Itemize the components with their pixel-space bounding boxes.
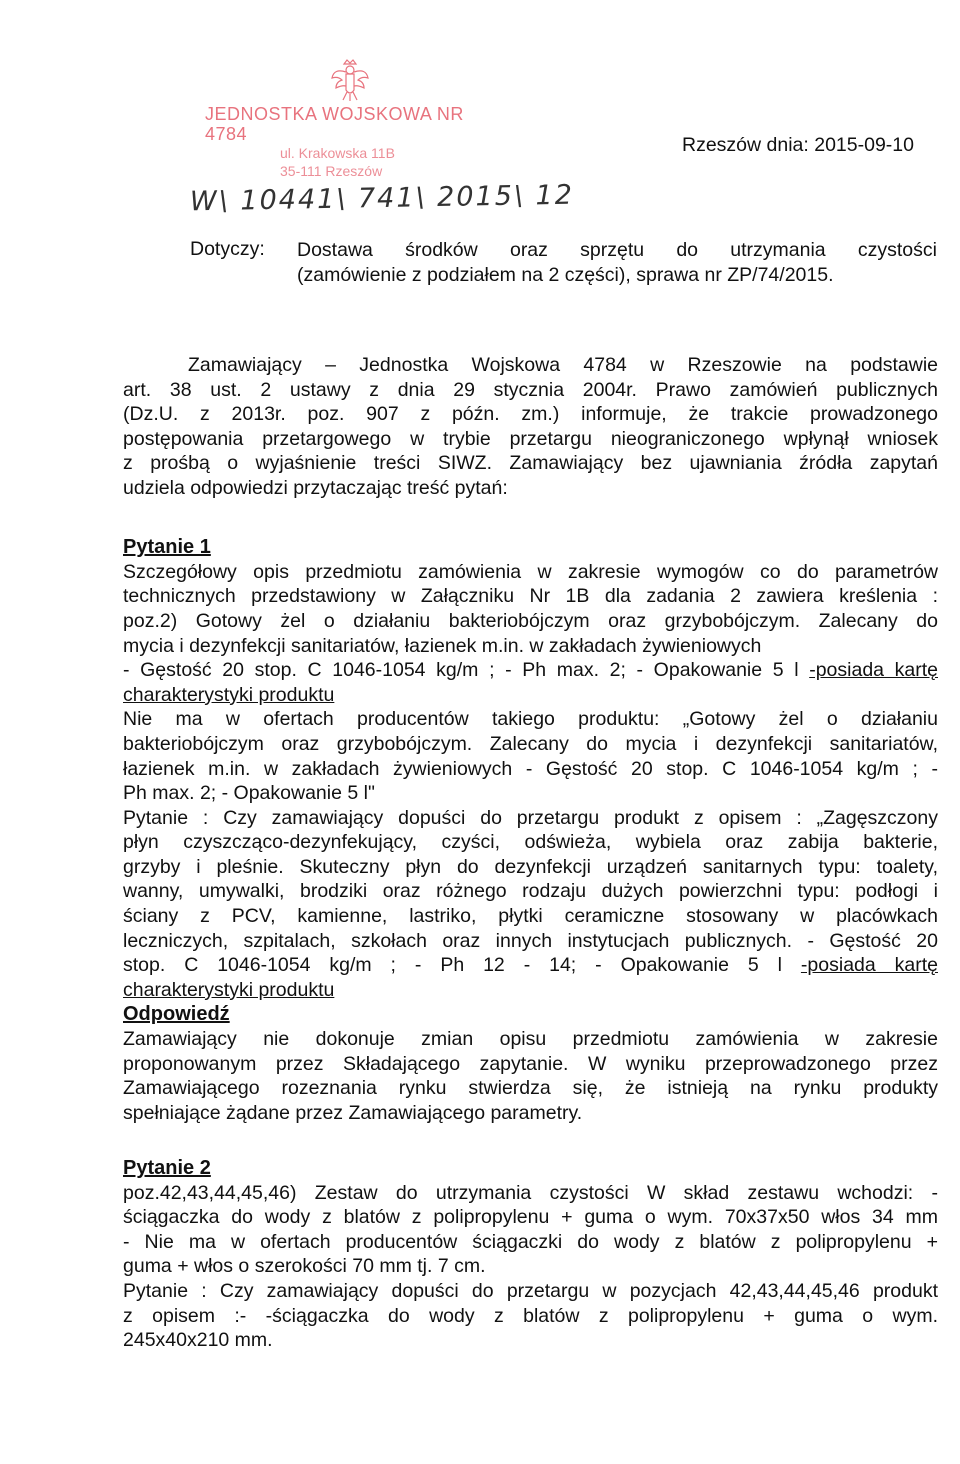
question-line: Ph max. 2; - Opakowanie 5 l" xyxy=(123,782,375,805)
document-body xyxy=(123,353,938,1353)
question-2-heading: Pytanie 2 xyxy=(123,1157,211,1179)
question-line: - Nie ma w ofertach producentów ściągaczki do wody z blatów z polipropylenu + xyxy=(123,1230,938,1253)
question-line: leczniczych, szpitalach, szkołach oraz innych instytucjach publicznych. - Gęstość 20 xyxy=(123,929,938,952)
answer-line: Zamawiający nie dokonuje zmian opisu przedmiotu zamówienia w zakresie xyxy=(123,1028,938,1051)
answer-heading: Odpowiedź xyxy=(123,1003,230,1026)
question-text: - Gęstość 20 stop. C 1046-1054 kg/m ; - Ph max. 2; - Opakowanie 5 l xyxy=(123,659,810,682)
question-line xyxy=(123,953,938,978)
stamp-street: ul. Krakowska 11B xyxy=(280,145,395,161)
subject-line: (zamówienie z podziałem na 2 części), sprawa nr ZP/74/2015. xyxy=(297,264,834,286)
institution-stamp xyxy=(205,104,505,180)
question-line: z opisem :- -ściągaczka do wody z blatów z polipropylenu + guma o wym. xyxy=(123,1304,938,1327)
answer-line: spełniające żądane przez Zamawiającego parametry. xyxy=(123,1101,583,1124)
question-text: stop. C 1046-1054 kg/m ; - Ph 12 - 14; - Opakowanie 5 l xyxy=(123,954,801,977)
question-line: bakteriobójczym oraz grzybobójczym. Zalecany do mycia i dezynfekcji sanitariatów, xyxy=(123,732,938,755)
stamp-city: 35-111 Rzeszów xyxy=(280,163,383,179)
subject-label: Dotyczy: xyxy=(190,238,265,260)
question-line: grzyby i pleśnie. Skuteczny płyn do dezynfekcji urządzeń sanitarnych typu: toalety, xyxy=(123,855,938,878)
stamp-name: JEDNOSTKA WOJSKOWA NR 4784 xyxy=(205,104,464,144)
question-line: Szczegółowy opis przedmiotu zamówienia w zakresie wymogów co do parametrów xyxy=(123,560,938,583)
question-line: mycia i dezynfekcji sanitariatów, łazienek m.in. w zakładach żywieniowych xyxy=(123,634,762,657)
answer-line: Zamawiającego rozeznania rynku stwierdza się, że istnieją na rynku produkty xyxy=(123,1077,938,1100)
question-line: ściągaczka do wody z blatów z polipropylenu + guma o wym. 70x37x50 włos 34 mm xyxy=(123,1206,938,1229)
answer-line: proponowanym przez Składającego zapytanie. W wyniku przeprowadzonego przez xyxy=(123,1052,938,1075)
question-line: Pytanie : Czy zamawiający dopuści do przetargu produkt z opisem : „Zagęszczony xyxy=(123,806,938,829)
question-line xyxy=(123,658,938,683)
intro-line: art. 38 ust. 2 ustawy z dnia 29 stycznia 2004r. Prawo zamówień publicznych xyxy=(123,378,938,401)
handwritten-reference: W\ 10441\ 741\ 2015\ 12 xyxy=(189,179,575,218)
intro-line: (Dz.U. z 2013r. poz. 907 z późn. zm.) informuje, że trakcie prowadzonego xyxy=(123,403,938,426)
document-date: Rzeszów dnia: 2015-09-10 xyxy=(682,134,914,156)
question-line: poz.42,43,44,45,46) Zestaw do utrzymania czystości W skład zestawu wchodzi: - xyxy=(123,1181,938,1204)
subject-line: Dostawa środków oraz sprzętu do utrzymania czystości xyxy=(297,239,937,261)
question-line: płyn czyszcząco-dezynfekujący, czyści, odświeża, wybiela oraz zabija bakterie, xyxy=(123,831,938,854)
card-note: -posiada kartę xyxy=(809,659,938,682)
intro-line: udziela odpowiedzi przytaczając treść pytań: xyxy=(123,476,508,499)
card-note: charakterystyki produktu xyxy=(123,978,335,1001)
question-line: technicznych przedstawiony w Załączniku Nr 1B dla zadania 2 zawiera kreślenia : xyxy=(123,585,938,608)
question-line: guma + włos o szerokości 70 mm tj. 7 cm. xyxy=(123,1255,486,1278)
subject-text xyxy=(297,238,937,288)
card-note: charakterystyki produktu xyxy=(123,683,335,706)
question-1-heading: Pytanie 1 xyxy=(123,536,211,559)
intro-line: Zamawiający – Jednostka Wojskowa 4784 w Rzeszowie na podstawie xyxy=(188,354,938,376)
question-line: Pytanie : Czy zamawiający dopuści do przetargu w pozycjach 42,43,44,45,46 produkt xyxy=(123,1279,938,1302)
question-line: Nie ma w ofertach producentów takiego produktu: „Gotowy żel o działaniu xyxy=(123,708,938,731)
question-line: 245x40x210 mm. xyxy=(123,1329,273,1352)
intro-line: z prośbą o wyjaśnienie treści SIWZ. Zamawiający bez ujawniania źródła zapytań xyxy=(123,452,938,475)
eagle-emblem-icon xyxy=(330,58,370,102)
question-line: łazienek m.in. w zakładach żywieniowych - Gęstość 20 stop. C 1046-1054 kg/m ; - xyxy=(123,757,938,780)
intro-line: postępowania przetargowego w trybie przetargu nieograniczonego wpłynął wniosek xyxy=(123,427,938,450)
question-line: ściany z PCV, kamienne, lastriko, płytki ceramiczne stosowany w placówkach xyxy=(123,905,938,928)
question-line: wanny, umywalki, brodziki oraz różnego rodzaju dużych powierzchni typu: podłogi i xyxy=(123,880,938,903)
question-line: poz.2) Gotowy żel o działaniu bakteriobójczym oraz grzybobójczym. Zalecany do xyxy=(123,609,938,632)
card-note: -posiada kartę xyxy=(800,954,938,977)
